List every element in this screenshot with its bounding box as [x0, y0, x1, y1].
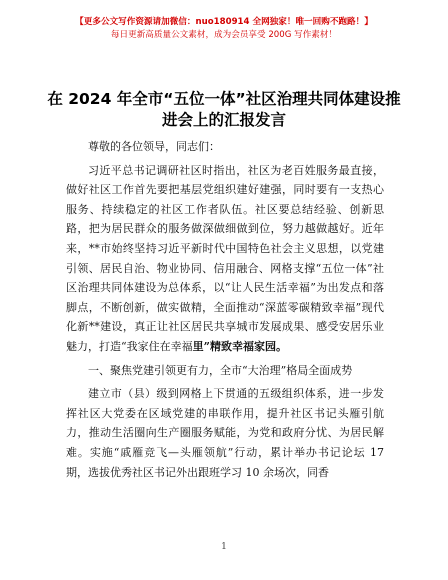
- paragraph-1: [66, 161, 384, 357]
- promo-banner: [0, 16, 448, 42]
- salutation: 尊敬的各位领导，同志们：: [88, 140, 220, 153]
- banner-line-1: 【更多公文写作资源请加微信：nuo180914 全网独家！唯一回购不跑路！】: [75, 17, 373, 27]
- document-title: 在 2024 年全市“五位一体”社区治理共同体建设推进会上的汇报发言: [47, 90, 401, 129]
- paragraph-1-text: 习近平总书记调研社区时指出，社区为老百姓服务最直接，做好社区工作首先要把基层党组织建好建强，同时要有一支热心服务、持续稳定的社区工作者队伍。社区要总结经验、创新思路，把为居民群众的服务做深做细做到位，努力越做越好。近年来，**市始终坚持习近平新时代中国特色社会主义思想，以党建引领、居民自治、物业协同、信用融合、网格支撑“五位一体”社区治理共同体建设为总体系，以“让人民生活幸福”为出发点和落脚点，不断创新，做实做精，全面推动“深蓝零碳精致幸福”现代化新**建设，真正让社区居民共享城市发展成果、感受安居乐业魅力，打造“我家住在幸福: [66, 163, 384, 353]
- banner-line-2: 每日更新高质量公文素材，成为会员享受 200G 写作素材！: [110, 30, 338, 40]
- paragraph-1-bold-end: 里”精致幸福家园。: [192, 339, 287, 353]
- paragraph-2: 建立市（县）级到网格上下贯通的五级组织体系，进一步发挥社区大党委在区域党建的串联作用，提升社区书记头雁引航力，推动生活圈向生产圈服务赋能，为党和政府分忧、为居民解难。实施“戚雁竞飞—头雁领航”行动，累计举办书记论坛 17 期，选拔优秀社区书记外出跟班学习 10 余场次，同香: [66, 387, 384, 479]
- section-heading-1: 一、聚焦党建引领更有力，全市“大治理”格局全面成势: [88, 363, 353, 377]
- document-body: [66, 137, 384, 482]
- page-number: 1: [221, 542, 227, 552]
